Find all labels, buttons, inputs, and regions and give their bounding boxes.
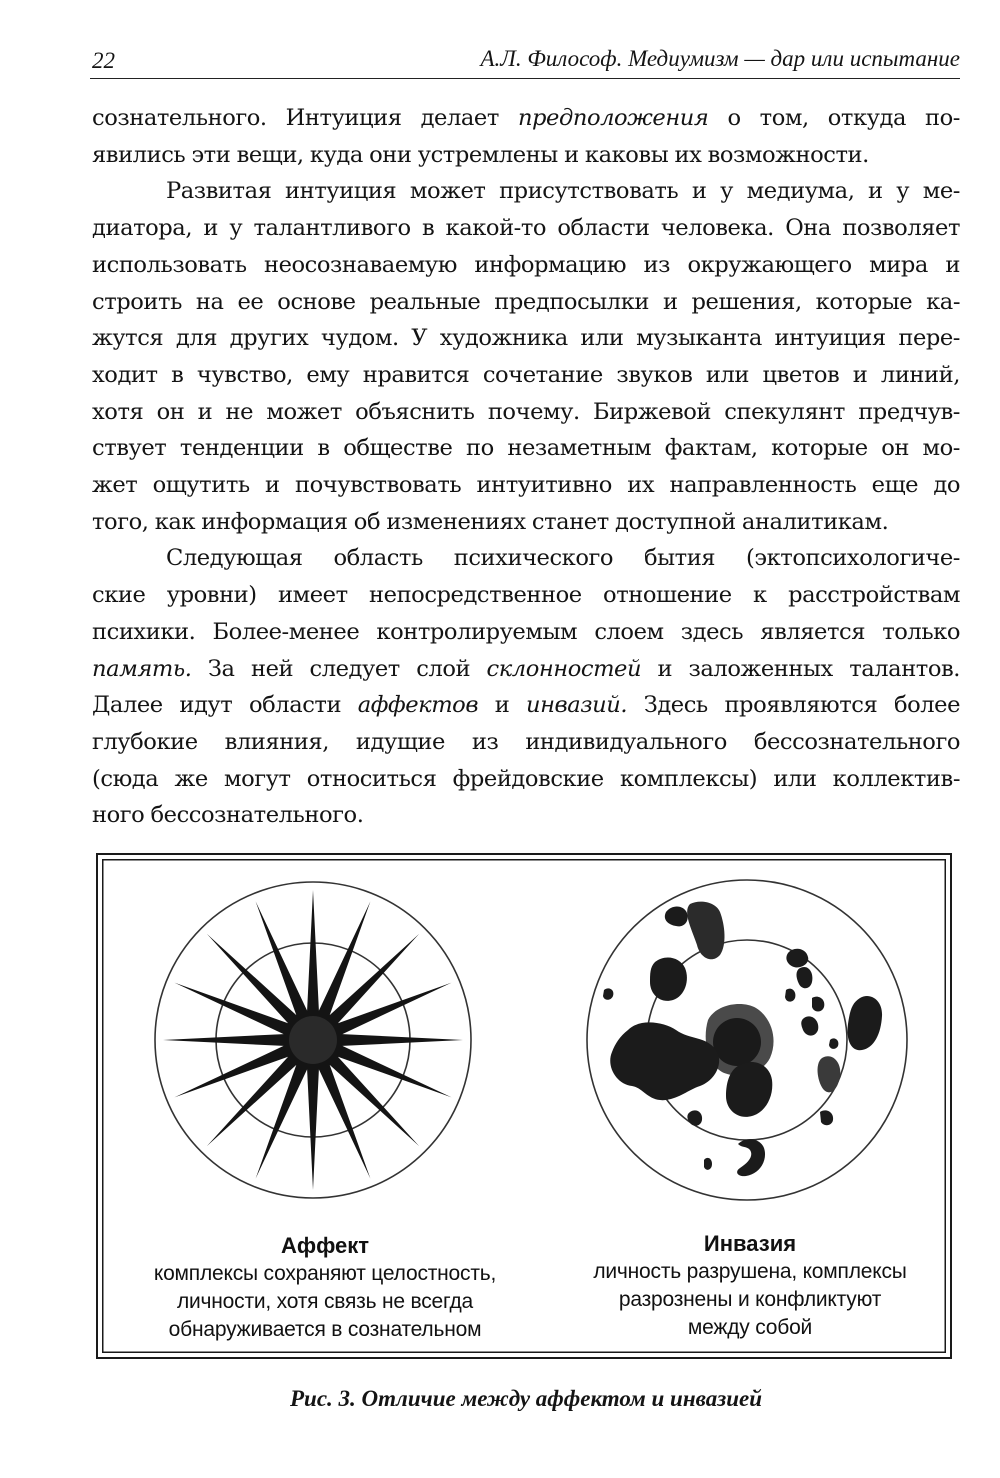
affect-caption	[110, 1232, 540, 1344]
fragment	[820, 1110, 833, 1125]
fragment	[818, 1056, 841, 1092]
text-line: явились эти вещи, куда они устремлены и каковы их возможности.	[92, 141, 869, 168]
invasion-desc-line: личность разрушена, комплексы	[593, 1260, 907, 1283]
text-line: диатора, и у талантливого в какой-то области человека. Она позволяет	[92, 215, 960, 242]
fragment	[848, 996, 883, 1050]
fragment	[610, 1022, 719, 1100]
fragment	[687, 1110, 702, 1125]
fragment	[785, 989, 795, 1002]
text-line: ного бессознательного.	[92, 802, 364, 829]
fragment	[829, 1038, 838, 1048]
fragment	[786, 949, 808, 968]
text-line: строить на ее основе реальные предпосылки и решения, которые ка-	[92, 288, 960, 315]
fragment	[797, 967, 813, 988]
text-line: того, как информация об изменениях станет доступной аналитикам.	[92, 508, 889, 535]
text-line: психики. Более-менее контролируемым слоем здесь является только	[92, 618, 960, 645]
affect-desc-line: комплексы сохраняют целостность,	[153, 1262, 497, 1285]
fragment	[704, 1158, 712, 1170]
fragment	[812, 997, 824, 1012]
text-line: ходит в чувство, ему нравится сочетание звуков или цветов и линий,	[92, 361, 960, 388]
fragment	[650, 957, 687, 1000]
fragment	[687, 902, 724, 960]
fragment	[603, 988, 613, 999]
invasion-desc-line: между собой	[687, 1316, 813, 1339]
text-line: использовать неосознаваемую информацию из окружающего мира и	[92, 251, 960, 278]
affect-title: Аффект	[280, 1233, 370, 1258]
text-line: жет ощутить и почувствовать интуитивно их направленность еще до	[92, 472, 960, 499]
invasion-desc-line: разрознены и конфликтуют	[618, 1288, 882, 1311]
text-line: Развитая интуиция может присутствовать и у медиума, и у ме-	[166, 178, 960, 205]
text-line: сознательного. Интуиция делает предположения о том, откуда по-	[92, 105, 960, 131]
text-line: память. За ней следует слой склонностей и заложенных талантов.	[92, 655, 961, 682]
invasion-diagram	[587, 880, 907, 1200]
fragment	[801, 1016, 818, 1035]
invasion-caption	[540, 1230, 960, 1342]
affect-core	[289, 1016, 337, 1064]
fragment	[665, 906, 688, 926]
invasion-core	[713, 1018, 761, 1066]
text-line: жутся для других чудом. У художника или музыканта интуиция пере-	[92, 325, 960, 352]
affect-desc-line: личности, хотя связь не всегда	[176, 1290, 474, 1313]
figure-caption: Рис. 3. Отличие между аффектом и инвазией	[289, 1386, 763, 1411]
page-number: 22	[92, 48, 115, 73]
text-line: глубокие влияния, идущие из индивидуального бессознательного	[92, 728, 960, 755]
text-line: ствует тенденции в обществе по незаметным фактам, которые он мо-	[92, 435, 960, 462]
text-line: Далее идут области аффектов и инвазий. Здесь проявляются более	[92, 692, 960, 719]
fragment	[737, 1139, 765, 1176]
text-line: ские уровни) имеет непосредственное отношение к расстройствам	[92, 582, 960, 609]
text-line: (сюда же могут относиться фрейдовские комплексы) или коллектив-	[92, 765, 960, 792]
running-title: А.Л. Философ. Медиумизм — дар или испытание	[480, 46, 960, 71]
invasion-title: Инвазия	[703, 1231, 797, 1256]
invasion-fragments	[603, 902, 882, 1177]
affect-diagram	[155, 882, 471, 1198]
text-line: Следующая область психического бытия (эктопсихологиче-	[166, 545, 960, 572]
affect-desc-line: обнаруживается в сознательном	[168, 1318, 482, 1341]
text-line: хотя он и не может объяснить почему. Биржевой спекулянт предчув-	[92, 398, 960, 425]
